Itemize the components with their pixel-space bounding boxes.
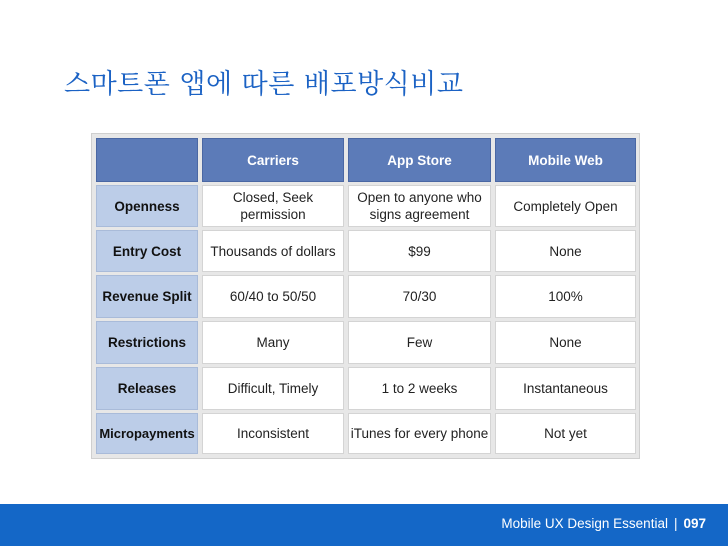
table-cell: Inconsistent (202, 413, 344, 454)
table-cell: 70/30 (348, 275, 491, 318)
table-cell: 1 to 2 weeks (348, 367, 491, 410)
header-mobile-web: Mobile Web (495, 138, 636, 182)
table-cell: 60/40 to 50/50 (202, 275, 344, 318)
header-app-store: App Store (348, 138, 491, 182)
table-cell: Instantaneous (495, 367, 636, 410)
table-cell: Thousands of dollars (202, 230, 344, 272)
table-cell: Not yet (495, 413, 636, 454)
table-cell: Completely Open (495, 185, 636, 227)
table-cell: Closed, Seek permission (202, 185, 344, 227)
table-row (92, 230, 639, 272)
table-row (92, 185, 639, 227)
table-cell: iTunes for every phone (348, 413, 491, 454)
table-cell: Few (348, 321, 491, 364)
table-row (92, 413, 639, 454)
page-number: 097 (683, 516, 706, 531)
footer-bar (0, 504, 728, 546)
footer-separator: | (673, 516, 678, 531)
footer-text (501, 516, 706, 531)
row-label: Entry Cost (96, 230, 198, 272)
table-header-row (92, 138, 639, 182)
row-label: Releases (96, 367, 198, 410)
table-cell: None (495, 321, 636, 364)
table-cell: 100% (495, 275, 636, 318)
header-corner (96, 138, 198, 182)
header-carriers: Carriers (202, 138, 344, 182)
table-row (92, 367, 639, 410)
table-cell: None (495, 230, 636, 272)
table-cell: Open to anyone who signs agreement (348, 185, 491, 227)
row-label: Revenue Split (96, 275, 198, 318)
slide-title: 스마트폰 앱에 따른 배포방식비교 (64, 69, 464, 100)
table-cell: $99 (348, 230, 491, 272)
table-cell: Many (202, 321, 344, 364)
row-label: Restrictions (96, 321, 198, 364)
comparison-table (92, 134, 639, 458)
row-label: Openness (96, 185, 198, 227)
table-cell: Difficult, Timely (202, 367, 344, 410)
table-row (92, 275, 639, 318)
book-title: Mobile UX Design Essential (501, 516, 668, 531)
table-row (92, 321, 639, 364)
row-label: Micropayments (96, 413, 198, 454)
